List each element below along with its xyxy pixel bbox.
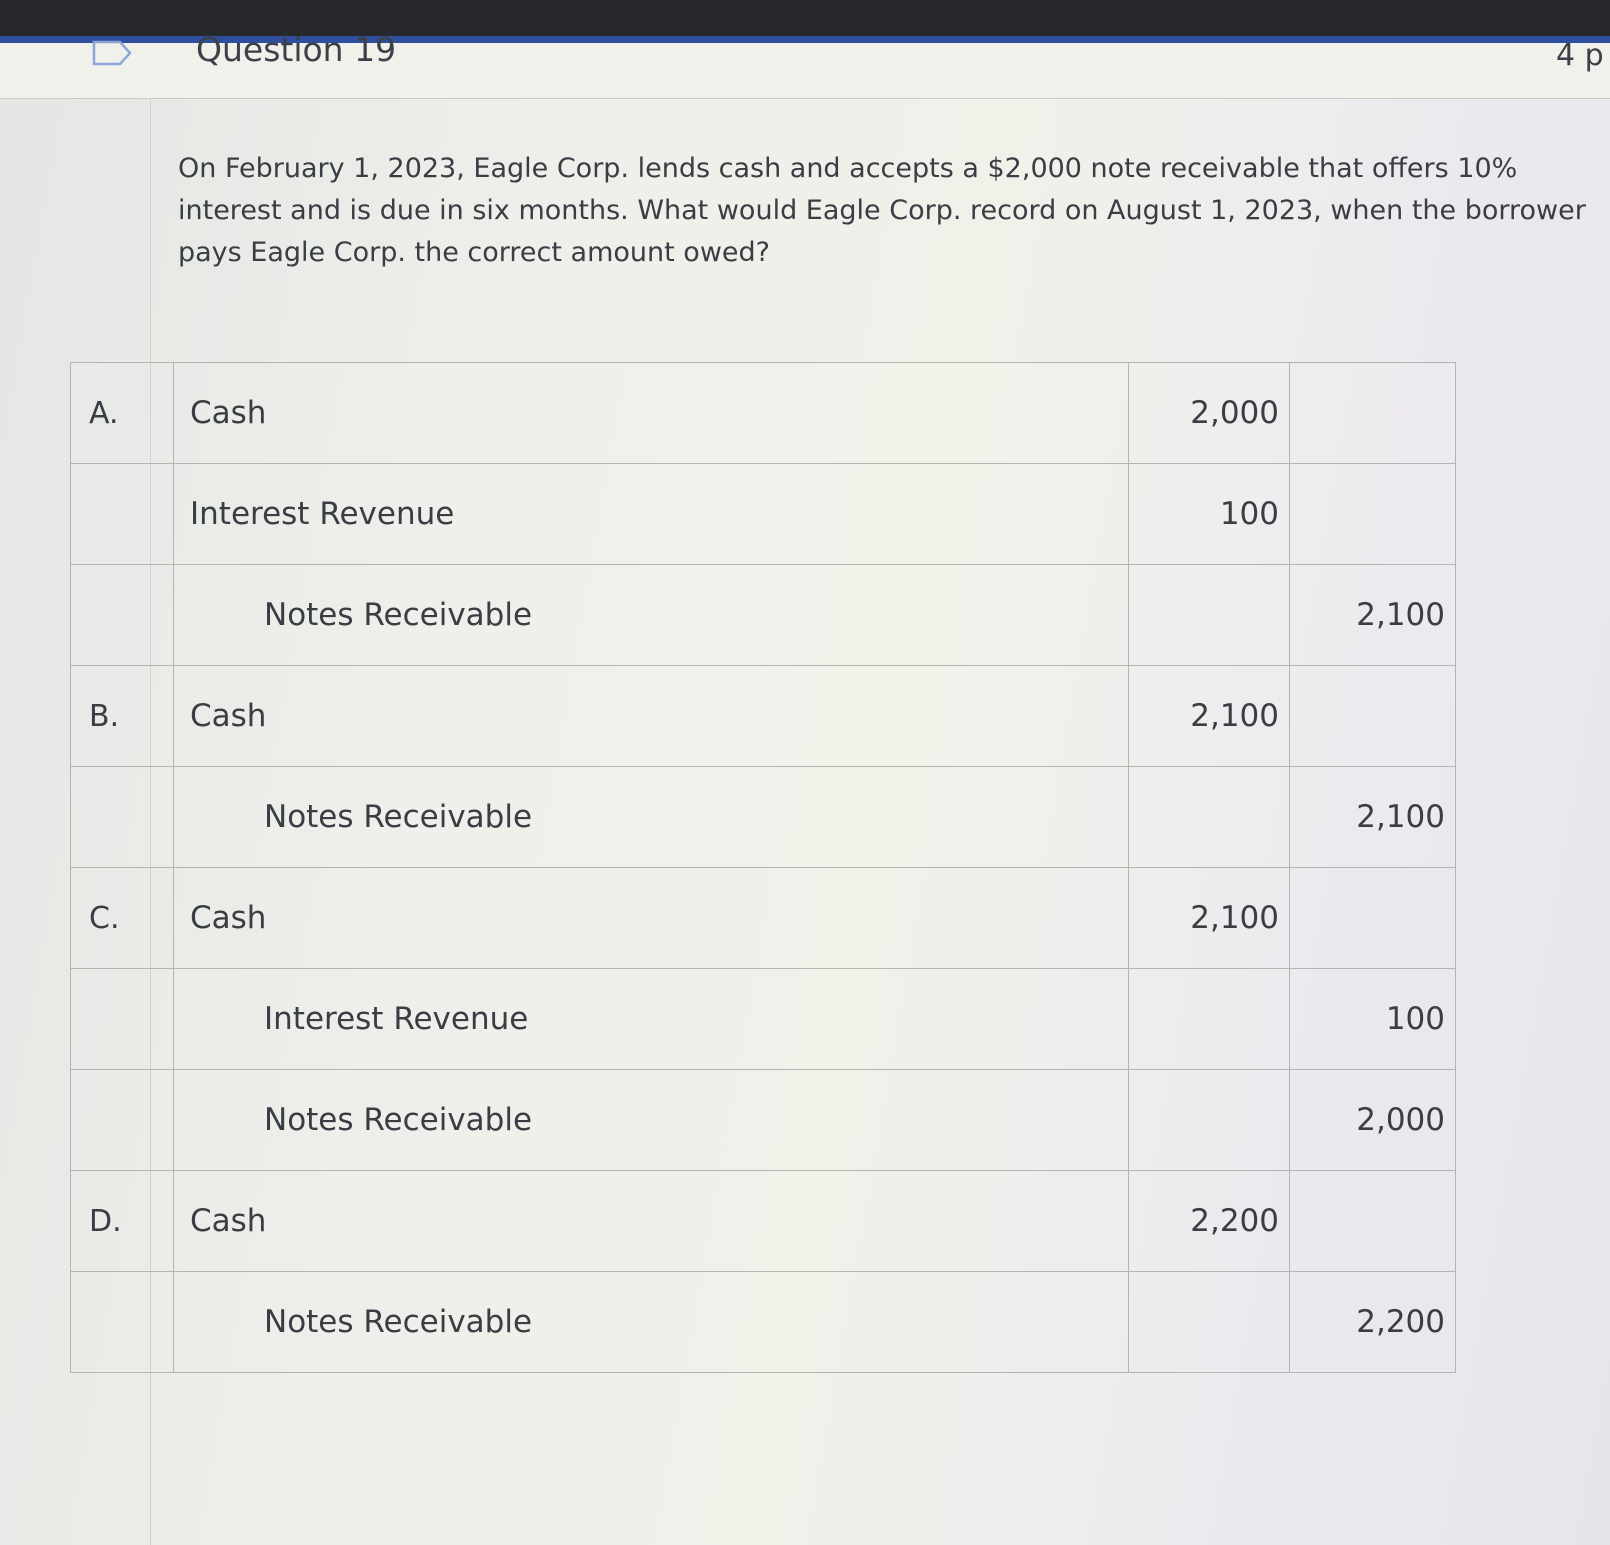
account-name: Cash (174, 363, 1129, 464)
account-name: Interest Revenue (174, 464, 1129, 565)
account-name: Notes Receivable (174, 1272, 1129, 1373)
debit-amount: 2,000 (1129, 363, 1290, 464)
credit-amount (1290, 363, 1456, 464)
credit-amount (1290, 666, 1456, 767)
credit-amount (1290, 868, 1456, 969)
credit-amount: 2,000 (1290, 1070, 1456, 1171)
credit-amount: 2,100 (1290, 565, 1456, 666)
question-title: Question 19 (196, 30, 397, 69)
question-prompt: On February 1, 2023, Eagle Corp. lends cash and accepts a $2,000 note receivable that offers 10% interest and is due in six months. What would Eagle Corp. record on August 1, 2023, when the borrower pays Eagle Corp. the correct amount owed? (178, 153, 1586, 268)
option-letter (71, 464, 174, 565)
option-letter-a[interactable]: A. (71, 363, 174, 464)
credit-amount: 100 (1290, 969, 1456, 1070)
table-row (71, 363, 1456, 464)
debit-amount: 2,100 (1129, 666, 1290, 767)
table-row (71, 565, 1456, 666)
account-name: Interest Revenue (174, 969, 1129, 1070)
table-row (71, 767, 1456, 868)
debit-amount (1129, 969, 1290, 1070)
debit-amount (1129, 767, 1290, 868)
table-row (71, 868, 1456, 969)
credit-amount: 2,100 (1290, 767, 1456, 868)
account-name: Cash (174, 868, 1129, 969)
debit-amount: 100 (1129, 464, 1290, 565)
account-name: Cash (174, 666, 1129, 767)
table-row (71, 1272, 1456, 1373)
answer-options-table (70, 362, 1456, 1373)
table-row (71, 1070, 1456, 1171)
account-name: Notes Receivable (174, 767, 1129, 868)
account-name: Notes Receivable (174, 1070, 1129, 1171)
table-row (71, 1171, 1456, 1272)
option-letter-d[interactable]: D. (71, 1171, 174, 1272)
debit-amount (1129, 565, 1290, 666)
option-letter-b[interactable]: B. (71, 666, 174, 767)
flag-icon[interactable] (92, 40, 132, 66)
option-letter (71, 565, 174, 666)
debit-amount: 2,100 (1129, 868, 1290, 969)
debit-amount (1129, 1272, 1290, 1373)
credit-amount (1290, 1171, 1456, 1272)
credit-amount: 2,200 (1290, 1272, 1456, 1373)
table-row (71, 666, 1456, 767)
option-letter-c[interactable]: C. (71, 868, 174, 969)
debit-amount: 2,200 (1129, 1171, 1290, 1272)
option-letter (71, 1272, 174, 1373)
table-row (71, 969, 1456, 1070)
debit-amount (1129, 1070, 1290, 1171)
option-letter (71, 767, 174, 868)
option-letter (71, 969, 174, 1070)
account-name: Cash (174, 1171, 1129, 1272)
question-points: 4 p (1556, 38, 1604, 73)
option-letter (71, 1070, 174, 1171)
account-name: Notes Receivable (174, 565, 1129, 666)
credit-amount (1290, 464, 1456, 565)
table-row (71, 464, 1456, 565)
